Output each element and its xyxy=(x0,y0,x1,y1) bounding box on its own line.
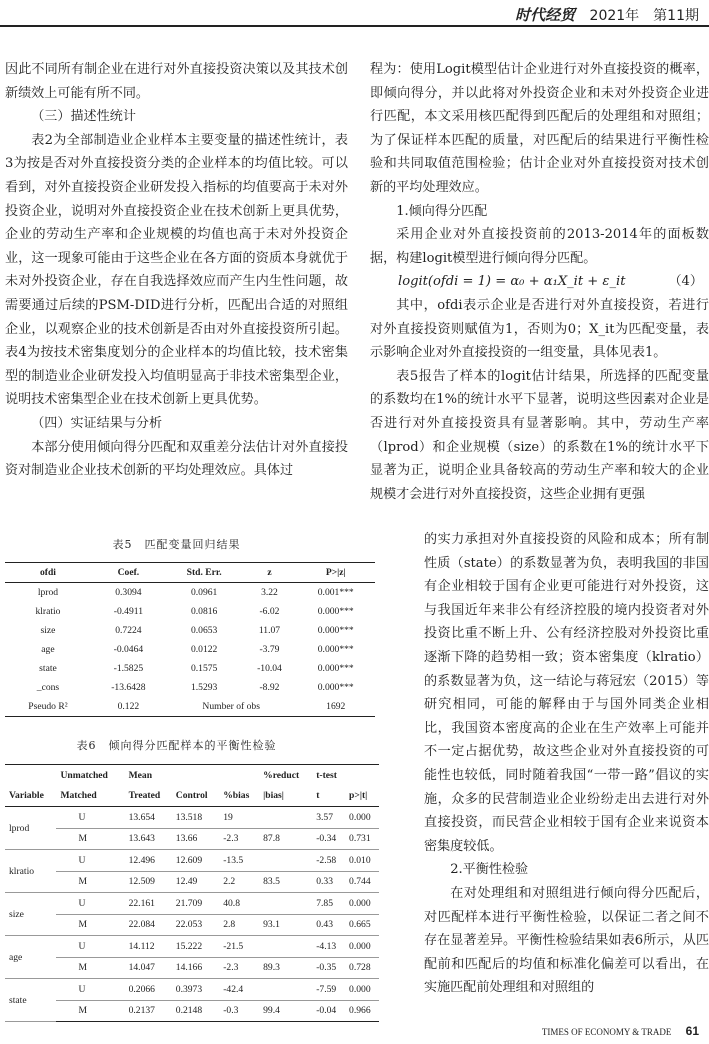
table-row xyxy=(5,893,379,915)
col-header: Std. Err. xyxy=(166,563,243,583)
right-column-top xyxy=(370,58,709,506)
table-row xyxy=(5,659,375,678)
table-cell: M xyxy=(56,828,124,850)
paragraph: 其中，ofdi表示企业是否进行对外直接投资，若进行对外直接投资则赋值为1，否则为0；X_it为匹配变量，表示影响企业对外直接投资的一组变量，具体见表1。 xyxy=(370,297,709,361)
table-cell: 40.8 xyxy=(219,893,259,915)
table-row xyxy=(5,621,375,640)
table6-header-row-1 xyxy=(5,765,379,786)
paragraph: 采用企业对外直接投资前的2013-2014年的面板数据，构建logit模型进行倾向得分匹配。 xyxy=(370,227,709,266)
table-cell: 13.643 xyxy=(125,828,172,850)
table-cell: 14.047 xyxy=(125,957,172,979)
table-cell: 1.5293 xyxy=(190,682,218,693)
table-cell: U xyxy=(56,979,124,1001)
section-heading: （三）描述性统计 xyxy=(31,109,136,125)
table-cell: 2.2 xyxy=(219,871,259,893)
table-row xyxy=(5,583,375,603)
table-cell xyxy=(259,807,312,829)
table-cell: 93.1 xyxy=(259,914,312,936)
paragraph: 在对处理组和对照组进行倾向得分匹配后，对匹配样本进行平衡性检验，以保证二者之间不存在显著差异。平衡性检验结果如表6所示，从匹配前和匹配后的均值和标准化偏差可以看出，在实施匹配前处理组和对照组的 xyxy=(424,885,709,996)
table-cell: 0.010 xyxy=(345,850,379,872)
table-cell xyxy=(259,936,312,958)
col-header: |bias| xyxy=(259,786,312,807)
table-cell xyxy=(259,893,312,915)
table-cell: 0.0122 xyxy=(190,644,218,655)
table-cell: -42.4 xyxy=(219,979,259,1001)
table-cell: 0.000*** xyxy=(317,644,354,655)
col-header: z xyxy=(242,563,296,583)
paragraph: 因此不同所有制企业在进行对外直接投资决策以及其技术创新绩效上可能有所不同。 xyxy=(5,62,348,101)
table-row xyxy=(5,1000,379,1022)
table-cell: M xyxy=(56,871,124,893)
table-cell: 12.609 xyxy=(172,850,219,872)
table-cell: -21.5 xyxy=(219,936,259,958)
variable-name: size xyxy=(5,893,56,936)
journal-english-name: TIMES OF ECONOMY & TRADE xyxy=(541,1027,672,1037)
section-heading: （四）实证结果与分析 xyxy=(31,415,163,431)
paragraph: 的实力承担对外直接投资的风险和成本；所有制性质（state）的系数显著为负，表明我国的非国有企业相较于国有企业更可能进行对外投资，这与我国近年来非公有经济控股的境内投资者对外投资比重不断上升、公有经济控股对外投资比重逐渐下降的趋势相一致；资本密集度（klratio）的系数显著为负，这一结论与蒋冠宏（2015）等研究相同，可能的解释由于与国外同类企业相比，我国资本密度高的企业在生产效率上可能并不一定占据优势，故这些企业对外直接投资的可能性也较低，同时随着我国“一带一路”倡议的实施，众多的民营制造业企业纷纷走出去进行对外直接投资，而民营企业相较于国有企业来说资本密集度较低。 xyxy=(424,532,709,854)
table-cell: -0.35 xyxy=(312,957,345,979)
table-cell: -0.04 xyxy=(312,1000,345,1022)
table6-caption: 表6 倾向得分匹配样本的平衡性检验 xyxy=(76,739,277,752)
table-cell: 22.161 xyxy=(125,893,172,915)
table-cell: 0.2066 xyxy=(125,979,172,1001)
table-cell: 21.709 xyxy=(172,893,219,915)
table-cell: 14.166 xyxy=(172,957,219,979)
table-cell: 0.731 xyxy=(345,828,379,850)
table-cell: 2.8 xyxy=(219,914,259,936)
table-cell: 87.8 xyxy=(259,828,312,850)
table-cell: 12.509 xyxy=(125,871,172,893)
paragraph: 本部分使用倾向得分匹配和双重差分法估计对外直接投资对制造业企业技术创新的平均处理效应。具体过 xyxy=(5,439,348,479)
table-cell: lprod xyxy=(37,587,59,598)
variable-name: age xyxy=(5,936,56,979)
table-cell: 13.518 xyxy=(172,807,219,829)
page-number: 61 xyxy=(685,1024,699,1038)
table-cell: U xyxy=(56,807,124,829)
table-cell: 83.5 xyxy=(259,871,312,893)
left-column xyxy=(5,58,348,483)
table-row xyxy=(5,678,375,697)
table-cell: 0.7224 xyxy=(115,625,142,636)
table-cell: U xyxy=(56,936,124,958)
table-cell: 12.496 xyxy=(125,850,172,872)
table-cell: Number of obs xyxy=(166,697,297,717)
table-cell xyxy=(259,979,312,1001)
table-cell: 0.744 xyxy=(345,871,379,893)
equation-4 xyxy=(370,270,709,294)
table-cell: 0.2148 xyxy=(172,1000,219,1022)
col-header: Control xyxy=(172,786,219,807)
table-cell: 12.49 xyxy=(172,871,219,893)
issue-label: 2021年 第11期 xyxy=(589,8,699,24)
table-cell: 0.0961 xyxy=(190,587,218,598)
table-row xyxy=(5,936,379,958)
table-row xyxy=(5,850,379,872)
table-cell: 0.2137 xyxy=(125,1000,172,1022)
table-cell: 13.654 xyxy=(125,807,172,829)
table-cell: -0.3 xyxy=(219,1000,259,1022)
col-header: ofdi xyxy=(5,563,91,583)
table-cell: -0.4911 xyxy=(113,606,144,617)
col-header: t xyxy=(312,786,345,807)
table-cell: 0.728 xyxy=(345,957,379,979)
right-column-bottom xyxy=(424,528,709,1000)
table5-header-row xyxy=(5,563,375,583)
table-cell: 99.4 xyxy=(259,1000,312,1022)
table-cell: _cons xyxy=(36,682,60,693)
table-cell: 1692 xyxy=(296,697,375,717)
paragraph: 表2为全部制造业企业样本主要变量的描述性统计，表3为按是否对外直接投资分类的企业样本的均值比较。可以看到，对外直接投资企业研发投入指标的均值要高于未对外投资企业，说明对外直接投资企业在技术创新上更具优势，企业的劳动生产率和企业规模的均值也高于未对外投资企业，这一现象可能由于这些企业在各方面的资质本身就优于未对外投资企业，存在自我选择效应而产生内生性问题，故需要通过后续的PSM-DID进行分析，匹配出合适的对照组企业，以观察企业的技术创新是否由对外直接投资所引起。表4为按技术密集度划分的企业样本的均值比较，技术密集型的制造业企业研发投入均值明显高于非技术密集型企业，说明技术密集型企业在技术创新上更具优势。 xyxy=(5,132,348,408)
table-cell: 0.665 xyxy=(345,914,379,936)
table-cell: -2.3 xyxy=(219,957,259,979)
table-cell: 0.000 xyxy=(345,893,379,915)
table-cell: U xyxy=(56,893,124,915)
journal-logo: 时代经贸 xyxy=(515,6,576,24)
table-cell: 0.000 xyxy=(345,807,379,829)
table-cell: 3.22 xyxy=(261,587,278,598)
table5-caption: 表5 匹配变量回归结果 xyxy=(112,538,241,551)
table-cell: -8.92 xyxy=(259,682,280,693)
table-cell: 7.85 xyxy=(312,893,345,915)
col-header: Unmatched xyxy=(56,765,124,786)
subsection-heading: 2.平衡性检验 xyxy=(450,862,529,878)
table-cell: -6.02 xyxy=(259,606,280,617)
table-cell: 0.3094 xyxy=(115,587,142,598)
header-rule xyxy=(0,25,709,27)
table-row xyxy=(5,871,379,893)
table-cell: 0.33 xyxy=(312,871,345,893)
table-row xyxy=(5,957,379,979)
table-row xyxy=(5,640,375,659)
table-cell: 22.084 xyxy=(125,914,172,936)
equation-body: logit(ofdi = 1) = α₀ + α₁X_it + ε_it xyxy=(398,274,626,290)
table-cell: 13.66 xyxy=(172,828,219,850)
table-cell: M xyxy=(56,914,124,936)
table-cell: 14.112 xyxy=(125,936,172,958)
table-cell: 0.0816 xyxy=(190,606,218,617)
table-cell: 0.1575 xyxy=(190,663,218,674)
table-cell: 3.57 xyxy=(312,807,345,829)
subsection-heading: 1.倾向得分匹配 xyxy=(396,203,488,219)
table-cell: 0.3973 xyxy=(172,979,219,1001)
table-row xyxy=(5,828,379,850)
table-row xyxy=(5,914,379,936)
table-cell: -3.79 xyxy=(259,644,280,655)
table-cell: U xyxy=(56,850,124,872)
table-cell: -13.5 xyxy=(219,850,259,872)
table-cell: 0.000 xyxy=(345,936,379,958)
table-row xyxy=(5,602,375,621)
table-cell: 0.43 xyxy=(312,914,345,936)
table-cell: 0.000*** xyxy=(317,606,354,617)
col-header: t-test xyxy=(312,765,345,786)
table-cell: M xyxy=(56,1000,124,1022)
table-cell: -7.59 xyxy=(312,979,345,1001)
variable-name: state xyxy=(5,979,56,1022)
table-cell: 22.053 xyxy=(172,914,219,936)
table-cell: -0.34 xyxy=(312,828,345,850)
table-row xyxy=(5,979,379,1001)
table-cell: -0.0464 xyxy=(113,644,144,655)
table-cell: Pseudo R² xyxy=(5,697,91,717)
table-cell: M xyxy=(56,957,124,979)
table-cell: -2.3 xyxy=(219,828,259,850)
col-header: Variable xyxy=(5,786,56,807)
table-cell: 0.000*** xyxy=(317,663,354,674)
page-header xyxy=(515,4,699,25)
table-cell: -4.13 xyxy=(312,936,345,958)
col-header: %reduct xyxy=(259,765,312,786)
table-cell: klratio xyxy=(35,606,61,617)
col-header: P>|z| xyxy=(296,563,375,583)
table-row xyxy=(5,807,379,829)
table-cell xyxy=(259,850,312,872)
table-cell: 0.000 xyxy=(345,979,379,1001)
col-header: Treated xyxy=(125,786,172,807)
table-row xyxy=(5,697,375,717)
table-cell: 15.222 xyxy=(172,936,219,958)
paragraph: 程为：使用Logit模型估计企业进行对外直接投资的概率，即倾向得分，并以此将对外投资企业和未对外投资企业进行匹配，本文采用核匹配得到匹配后的处理组和对照组；为了保证样本匹配的质量，对匹配后的结果进行平衡性检验和共同取值范围检验；估计企业对外直接投资对技术创新的平均处理效应。 xyxy=(370,62,709,195)
variable-name: lprod xyxy=(5,807,56,850)
table-cell: -2.58 xyxy=(312,850,345,872)
table-cell: 0.000*** xyxy=(317,625,354,636)
equation-number: （4） xyxy=(668,274,703,290)
table-cell: age xyxy=(41,644,55,655)
table-cell: 0.966 xyxy=(345,1000,379,1022)
variable-name: klratio xyxy=(5,850,56,893)
table-cell: 0.000*** xyxy=(317,682,354,693)
table6 xyxy=(5,764,379,1022)
table-cell: 0.122 xyxy=(91,697,166,717)
paragraph: 表5报告了样本的logit估计结果，所选择的匹配变量的系数均在1%的统计水平下显著，说明这些因素对企业是否进行对外直接投资具有显著影响。其中，劳动生产率（lprod）和企业规模（size）的系数在1%的统计水平下显著为正，说明企业具备较高的劳动生产率和较大的企业规模才会进行对外直接投资，这些企业拥有更强 xyxy=(370,368,709,502)
col-header: Coef. xyxy=(91,563,166,583)
table-cell: -1.5825 xyxy=(113,663,144,674)
col-header: p>|t| xyxy=(345,786,379,807)
table-cell: 19 xyxy=(219,807,259,829)
col-header: Mean xyxy=(125,765,172,786)
table-cell: state xyxy=(39,663,57,674)
table5 xyxy=(5,562,375,717)
table-cell: size xyxy=(40,625,56,636)
table-cell: 89.3 xyxy=(259,957,312,979)
col-header: %bias xyxy=(219,786,259,807)
col-header: Matched xyxy=(56,786,124,807)
table-cell: 11.07 xyxy=(258,625,281,636)
table6-header-row-2 xyxy=(5,786,379,807)
table-cell: 0.0653 xyxy=(190,625,218,636)
table-cell: -13.6428 xyxy=(111,682,146,693)
table-cell: 0.001*** xyxy=(317,587,354,598)
table-cell: -10.04 xyxy=(257,663,282,674)
page-footer xyxy=(542,1024,699,1038)
